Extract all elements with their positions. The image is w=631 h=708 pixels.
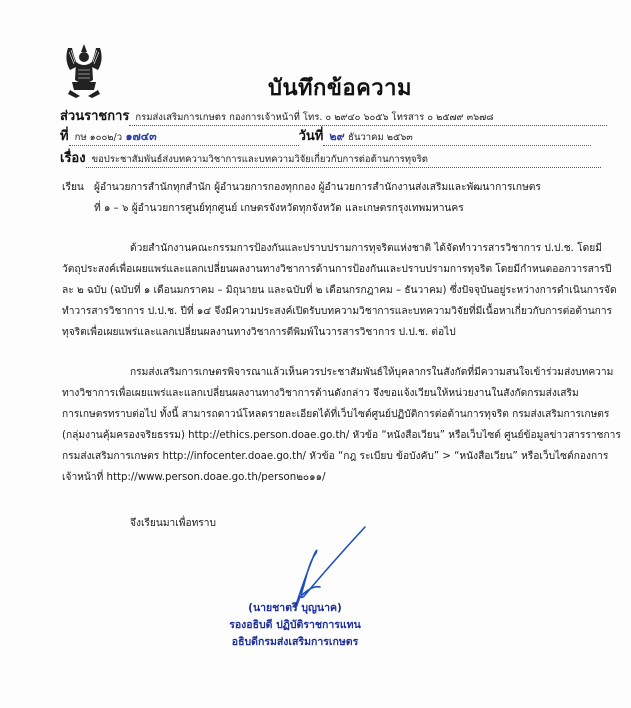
salutation-label: เรียน <box>62 182 84 193</box>
signature-block <box>200 600 390 651</box>
date-day-handwritten: ๒๙ <box>329 130 345 143</box>
salutation-line-1: ผู้อำนวยการสำนักทุกสำนัก ผู้อำนวยการกองทุกกอง ผู้อำนวยการสำนักงานส่งเสริมและพัฒนาการเกษตร <box>94 182 541 193</box>
salutation-line-2: ที่ ๑ – ๖ ผู้อำนวยการศูนย์ทุกศูนย์ เกษตรจังหวัดทุกจังหวัด และเกษตรกรุงเทพมหานคร <box>94 203 464 214</box>
signer-position: รองอธิบดี ปฏิบัติราชการแทน <box>229 619 361 631</box>
paragraph-2: กรมส่งเสริมการเกษตรพิจารณาแล้วเห็นควรประชาสัมพันธ์ให้บุคลากรในสังกัดที่มีความสนใจเข้าร่วมส่งบทความทางวิชาการเพื่อเผยแพร่และแลกเปลี่ยนผลงานทางวิชาการด้านดังกล่าว จึงขอแจ้งเวียนให้หน่วยงานในสังกัดกรมส่งเสริมการเกษตรทราบต่อไป ทั้งนี้ สามารถดาวน์โหลดรายละเอียดได้ที่เว็บไซต์ศูนย์ปฏิบัติการต่อต้านการทุจริต กรมส่งเสริมการเกษตร (กลุ่มงานคุ้มครองจริยธรรม) http://ethics.person.doae.go.th/ หัวข้อ “หนังสือเวียน” หรือเว็บไซต์ ศูนย์ข้อมูลข่าวสารราชการ กรมส่งเสริมการเกษตร http://infocenter.doae.go.th/ หัวข้อ “กฎ ระเบียบ ข้อบังคับ” > “หนังสือเวียน” หรือเว็บไซต์กองการเจ้าหน้าที่ http://www.person.doae.go.th/person๒๐๑๑/ <box>62 367 621 483</box>
subject-field <box>60 147 616 165</box>
salutation <box>62 177 622 219</box>
garuda-emblem-icon <box>62 40 106 100</box>
agency-field <box>60 105 616 123</box>
date-label: วันที่ <box>298 129 324 144</box>
date-month-year: ธันวาคม ๒๕๖๓ <box>348 132 413 143</box>
closing-line: จึงเรียนมาเพื่อทราบ <box>130 518 216 529</box>
signer-name: (นายชาตรี บุญนาค) <box>248 602 342 614</box>
reference-handwritten-number: ๑๗๔๓ <box>125 130 157 143</box>
subject-label: เรื่อง <box>60 151 86 166</box>
paragraph-1: ด้วยสำนักงานคณะกรรมการป้องกันและปราบปรามการทุจริตแห่งชาติ ได้จัดทำวารสารวิชาการ ป.ป.ช. โดยมีวัตถุประสงค์เพื่อเผยแพร่และแลกเปลี่ยนผลงานทางวิชาการด้านการป้องกันและปราบปรามการทุจริต โดยมีกำหนดออกวารสารปีละ ๒ ฉบับ (ฉบับที่ ๑ เดือนมกราคม – มิถุนายน และฉบับที่ ๒ เดือนกรกฎาคม – ธันวาคม) ซึ่งปัจจุบันอยู่ระหว่างการดำเนินการจัดทำวารสารวิชาการ ป.ป.ช. ปีที่ ๑๔ จึงมีความประสงค์เปิดรับบทความวิชาการและบทความวิจัยที่มีเนื้อหาเกี่ยวกับการต่อต้านการทุจริตเพื่อเผยแพร่และแลกเปลี่ยนผลงานทางวิชาการตีพิมพ์ในวารสารวิชาการ ป.ป.ช. ต่อไป <box>62 243 617 338</box>
subject-value: ขอประชาสัมพันธ์ส่งบทความวิชาการและบทความวิจัยเกี่ยวกับการต่อต้านการทุจริต <box>91 154 428 165</box>
signer-organization: อธิบดีกรมส่งเสริมการเกษตร <box>231 636 359 648</box>
agency-value: กรมส่งเสริมการเกษตร กองการเจ้าหน้าที่ โทร. ๐ ๒๙๔๐ ๖๐๕๖ โทรสาร ๐ ๒๕๗๙ ๓๖๗๘ <box>135 112 494 123</box>
agency-label: ส่วนราชการ <box>60 109 130 124</box>
reference-label: ที่ <box>60 129 69 144</box>
reference-date-field <box>60 125 616 143</box>
reference-number: กษ ๑๐๐๒/ว <box>74 132 123 143</box>
memo-title: บันทึกข้อความ <box>268 76 413 101</box>
